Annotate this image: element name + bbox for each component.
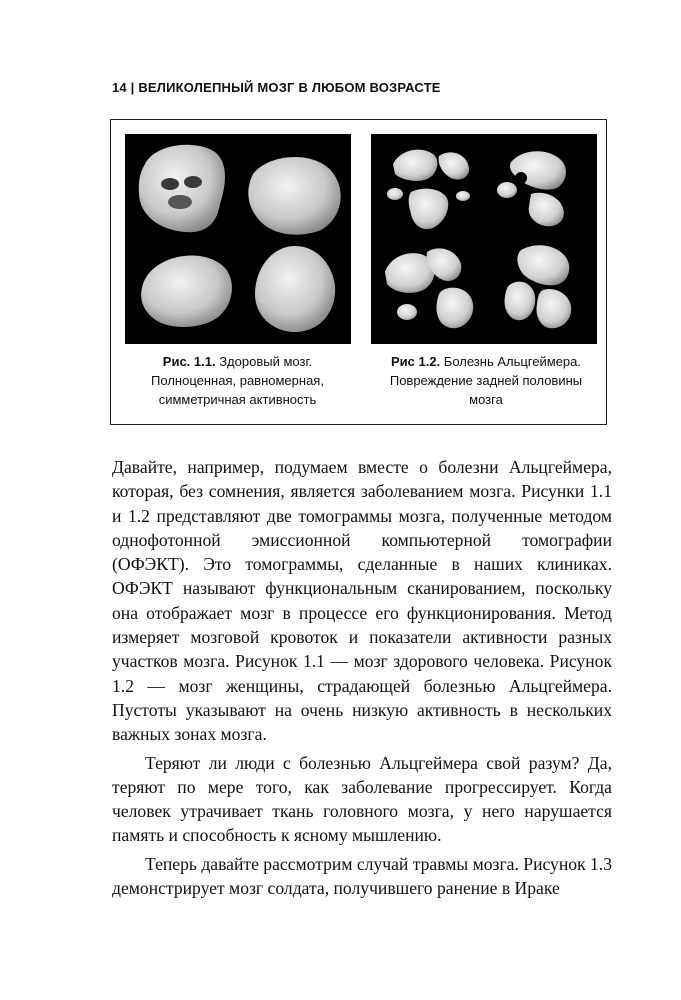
paragraph: Теряют ли люди с болезнью Альцгеймера свой разум? Да, теряют по мере того, как заболевание прогрессирует. Когда человек утрачивает ткань головного мозга, у него нарушается память и способность к ясному мышлению. [112, 752, 612, 846]
figure-1-1-caption-line: Полноценная, равномерная, [151, 373, 324, 388]
figure-1-2-title: Болезнь Альцгеймера. [440, 354, 581, 369]
alzheimer-brain-scan-image [371, 134, 597, 344]
figure-1-2-caption-line: мозга [469, 392, 503, 407]
paragraph: Давайте, например, подумаем вместе о болезни Альцгеймера, которая, без сомнения, является заболеванием мозга. Рисунки 1.1 и 1.2 представляют две томограммы мозга, полученные методом однофотонной эмиссионной компьютерной томографии (ОФЭКТ). Это томограммы, сделанные в наших клиниках. ОФЭКТ называют функциональным сканированием, поскольку она отображает мозг в процессе его функционирования. Метод измеряет мозговой кровоток и показатели активности разных участков мозга. Рисунок 1.1 — мозг здорового человека. Рисунок 1.2 — мозг женщины, страдающей болезнью Альцгеймера. Пустоты указывают на очень низкую активность в нескольких важных зонах мозга. [112, 457, 612, 745]
body-text [112, 455, 612, 900]
figure-1-1-caption [130, 352, 345, 409]
healthy-brain-scan-image [125, 134, 351, 344]
figure-1-1-caption-line: симметричная активность [158, 392, 317, 407]
figure-1-2-caption-line: Повреждение задней половины [389, 373, 583, 388]
figure-1-1-label: Рис. 1.1. [162, 354, 216, 369]
figure-1-2-label: Рис 1.2. [390, 354, 441, 369]
running-header: 14 | ВЕЛИКОЛЕПНЫЙ МОЗГ В ЛЮБОМ ВОЗРАСТЕ [112, 80, 441, 95]
figure-1-2-caption [372, 352, 600, 409]
paragraph: Теперь давайте рассмотрим случай травмы мозга. Рисунок 1.3 демонстрирует мозг солдата, получившего ранение в Ираке [112, 853, 613, 899]
figure-1-1-title: Здоровый мозг. [215, 354, 313, 369]
